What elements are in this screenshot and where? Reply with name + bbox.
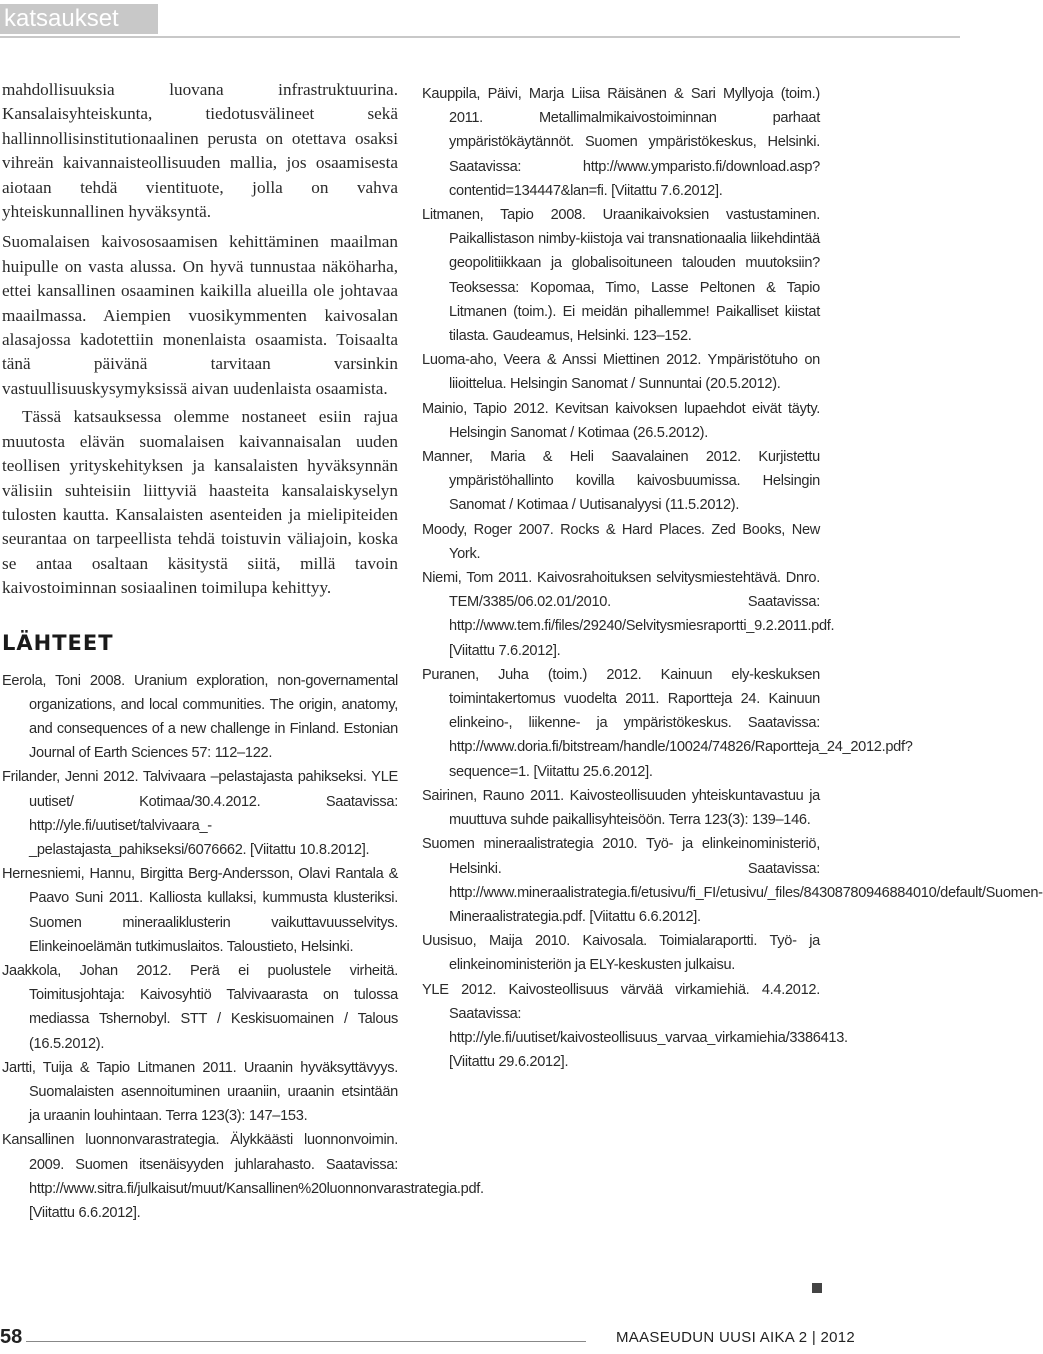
reference-item: Suomen mineraalistrategia 2010. Työ- ja elinkeinoministeriö, Helsinki. Saatavissa: http://www.mineraalistrategia.fi/etusivu/fi_FI/etusivu/_files/84308780946884010/default/Suomen-Mineraalistrategia.pdf. [Viitattu 6.6.2012].: [422, 836, 1043, 925]
footer-rule: [26, 1341, 586, 1342]
reference-item: Moody, Roger 2007. Rocks & Hard Places. Zed Books, New York.: [422, 521, 820, 562]
reference-item: Kansallinen luonnonvarastrategia. Älykkäästi luonnonvoimin. 2009. Suomen itsenäisyyden juhlarahasto. Saatavissa: http://www.sitra.fi/julkaisut/muut/Kansallinen%20luonnonvarastrategia.pdf. [Viitattu 6.6.2012].: [2, 1132, 484, 1221]
journal-name: MAASEUDUN UUSI AIKA 2 | 2012: [616, 1329, 856, 1346]
reference-item: Niemi, Tom 2011. Kaivosrahoituksen selvitysmiestehtävä. Dnro. TEM/3385/06.02.01/2010. Saatavissa: http://www.tem.fi/files/29240/Selvitysmiesraportti_9.2.2011.pdf. [Viitattu 7.6.2012].: [422, 570, 835, 659]
body-paragraph: Tässä katsauksessa olemme nostaneet esiin rajua muutosta elävän suomalaisen kaivannaisalan uuden teollisen yrityskehityksen ja kansalaisten hyväksynnän välisiin suhteisiin liittyviä haasteita kansalaiskyselyn tulosten kautta. Kansalaisten asenteiden ja mielipiteiden seurantaa on tarpeellista tehdä toistuvin väliajoin, koska se antaa osaltaan käsitystä siitä, millä tavoin kaivostoiminnan sosiaalinen toimilupa kehittyy.: [2, 407, 398, 598]
reference-item: Manner, Maria & Heli Saavalainen 2012. Kurjistettu ympäristöhallinto kovilla kaivosbuumissa. Helsingin Sanomat / Kotimaa / Uutisanalyysi (11.5.2012).: [422, 449, 820, 514]
reference-list-left: [2, 669, 484, 1226]
body-paragraph: Suomalaisen kaivososaamisen kehittäminen maailman huipulle on vasta alussa. On hyvä tunnustaa näköharha, ettei kansallinen osaaminen kaikilla alueilla ole johtavaa maailmassa. Aiempien vuosikymmenten kaivosalan alasajossa kadotettiin monenlaista osaamista. Toisaalta tänä päivänä tarvitaan varsinkin vastuullisuuskysymyksissä aivan uudenlaista osaamista.: [2, 232, 398, 398]
reference-item: Jartti, Tuija & Tapio Litmanen 2011. Uraanin hyväksyttävyys. Suomalaisten asennoituminen uraaniin, uraanin etsintään ja uraanin louhintaan. Terra 123(3): 147–153.: [2, 1059, 398, 1125]
section-label: katsaukset: [0, 4, 158, 34]
reference-item: Luoma-aho, Veera & Anssi Miettinen 2012. Ympäristötuho on liioittelua. Helsingin Sanomat / Sunnuntai (20.5.2012).: [422, 352, 820, 393]
reference-item: Kauppila, Päivi, Marja Liisa Räisänen & Sari Myllyoja (toim.) 2011. Metallimalmikaivostoiminnan parhaat ympäristökäytännöt. Suomen ympäristökeskus, Helsinki. Saatavissa: http://www.ymparisto.fi/download.asp?contentid=134447&lan=fi. [Viitattu 7.6.2012].: [422, 86, 820, 199]
reference-item: YLE 2012. Kaivosteollisuus värvää virkamiehiä. 4.4.2012. Saatavissa: http://yle.fi/uutiset/kaivosteollisuus_varvaa_virkamiehia/3386413. [Viitattu 29.6.2012].: [422, 981, 848, 1071]
end-of-article-mark: [812, 1283, 822, 1293]
page-number: 58: [0, 1326, 23, 1348]
reference-item: Sairinen, Rauno 2011. Kaivosteollisuuden yhteiskuntavastuu ja muuttuva suhde paikallisyhteisöön. Terra 123(3): 139–146.: [422, 787, 820, 829]
right-column: [422, 82, 1043, 1074]
reference-item: Mainio, Tapio 2012. Kevitsan kaivoksen lupaehdot eivät täyty. Helsingin Sanomat / Kotimaa (26.5.2012).: [422, 400, 820, 441]
reference-list-right: [422, 82, 1043, 1074]
reference-item: Uusisuo, Maija 2010. Kaivosala. Toimialaraportti. Työ- ja elinkeinoministeriön ja ELY-keskusten julkaisu.: [422, 933, 820, 974]
body-paragraph: mahdollisuuksia luovana infrastruktuurina. Kansalaisyhteiskunta, tiedotusvälineet sekä hallinnollisinstitutionaalinen perusta on otettava osaksi vihreän kaivannaisteollisuuden mallia, jos osaamisesta aiotaan tehdä vientituote, jolla on vahva yhteiskunnallinen hyväksyntä.: [2, 80, 398, 222]
reference-item: Litmanen, Tapio 2008. Uraanikaivoksien vastustaminen. Paikallistason nimby-kiistoja vai transnationaalia liikehdintää geopolitiikkaan ja globalisoituneen talouden muutoksiin? Teoksessa: Kopomaa, Timo, Lasse Peltonen & Tapio Litmanen (toim.). Ei meidän pihallemme! Paikalliset kiistat tilasta. Gaudeamus, Helsinki. 123–152.: [422, 207, 820, 345]
reference-item: Frilander, Jenni 2012. Talvivaara –pelastajasta pahikseksi. YLE uutiset/ Kotimaa/30.4.2012. Saatavissa: http://yle.fi/uutiset/talvivaara_-_pelastajasta_pahikseksi/6076662. [Viitattu 10.8.2012].: [2, 769, 398, 858]
reference-item: Puranen, Juha (toim.) 2012. Kainuun ely-keskuksen toimintakertomus vuodelta 2011. Raportteja 24. Kainuun elinkeino-, liikenne- ja ympäristökeskus. Saatavissa: http://www.doria.fi/bitstream/handle/10024/74826/Raportteja_24_2012.pdf?sequence=1. [Viitattu 25.6.2012].: [422, 666, 913, 780]
reference-item: Eerola, Toni 2008. Uranium exploration, non-governamental organizations, and local communities. The origin, anatomy, and consequences of a new challenge in Finland. Estonian Journal of Earth Sciences 57: 112–122.: [2, 672, 398, 762]
reference-item: Hernesniemi, Hannu, Birgitta Berg-Andersson, Olavi Rantala & Paavo Suni 2011. Kalliosta kullaksi, kummusta klusteriksi. Suomen mineraaliklusterin vaikuttavuusselvitys. Elinkeinoelämän tutkimuslaitos. Taloustieto, Helsinki.: [2, 866, 398, 955]
header-rule: [0, 36, 960, 38]
reference-item: Jaakkola, Johan 2012. Perä ei puolustele virheitä. Toimitusjohtaja: Kaivosyhtiö Talvivaarasta on tulossa mediassa Tshernobyl. STT / Keskisuomainen / Talous (16.5.2012).: [2, 962, 398, 1052]
left-column: [2, 78, 484, 1225]
sources-heading: LÄHTEET: [2, 630, 114, 655]
